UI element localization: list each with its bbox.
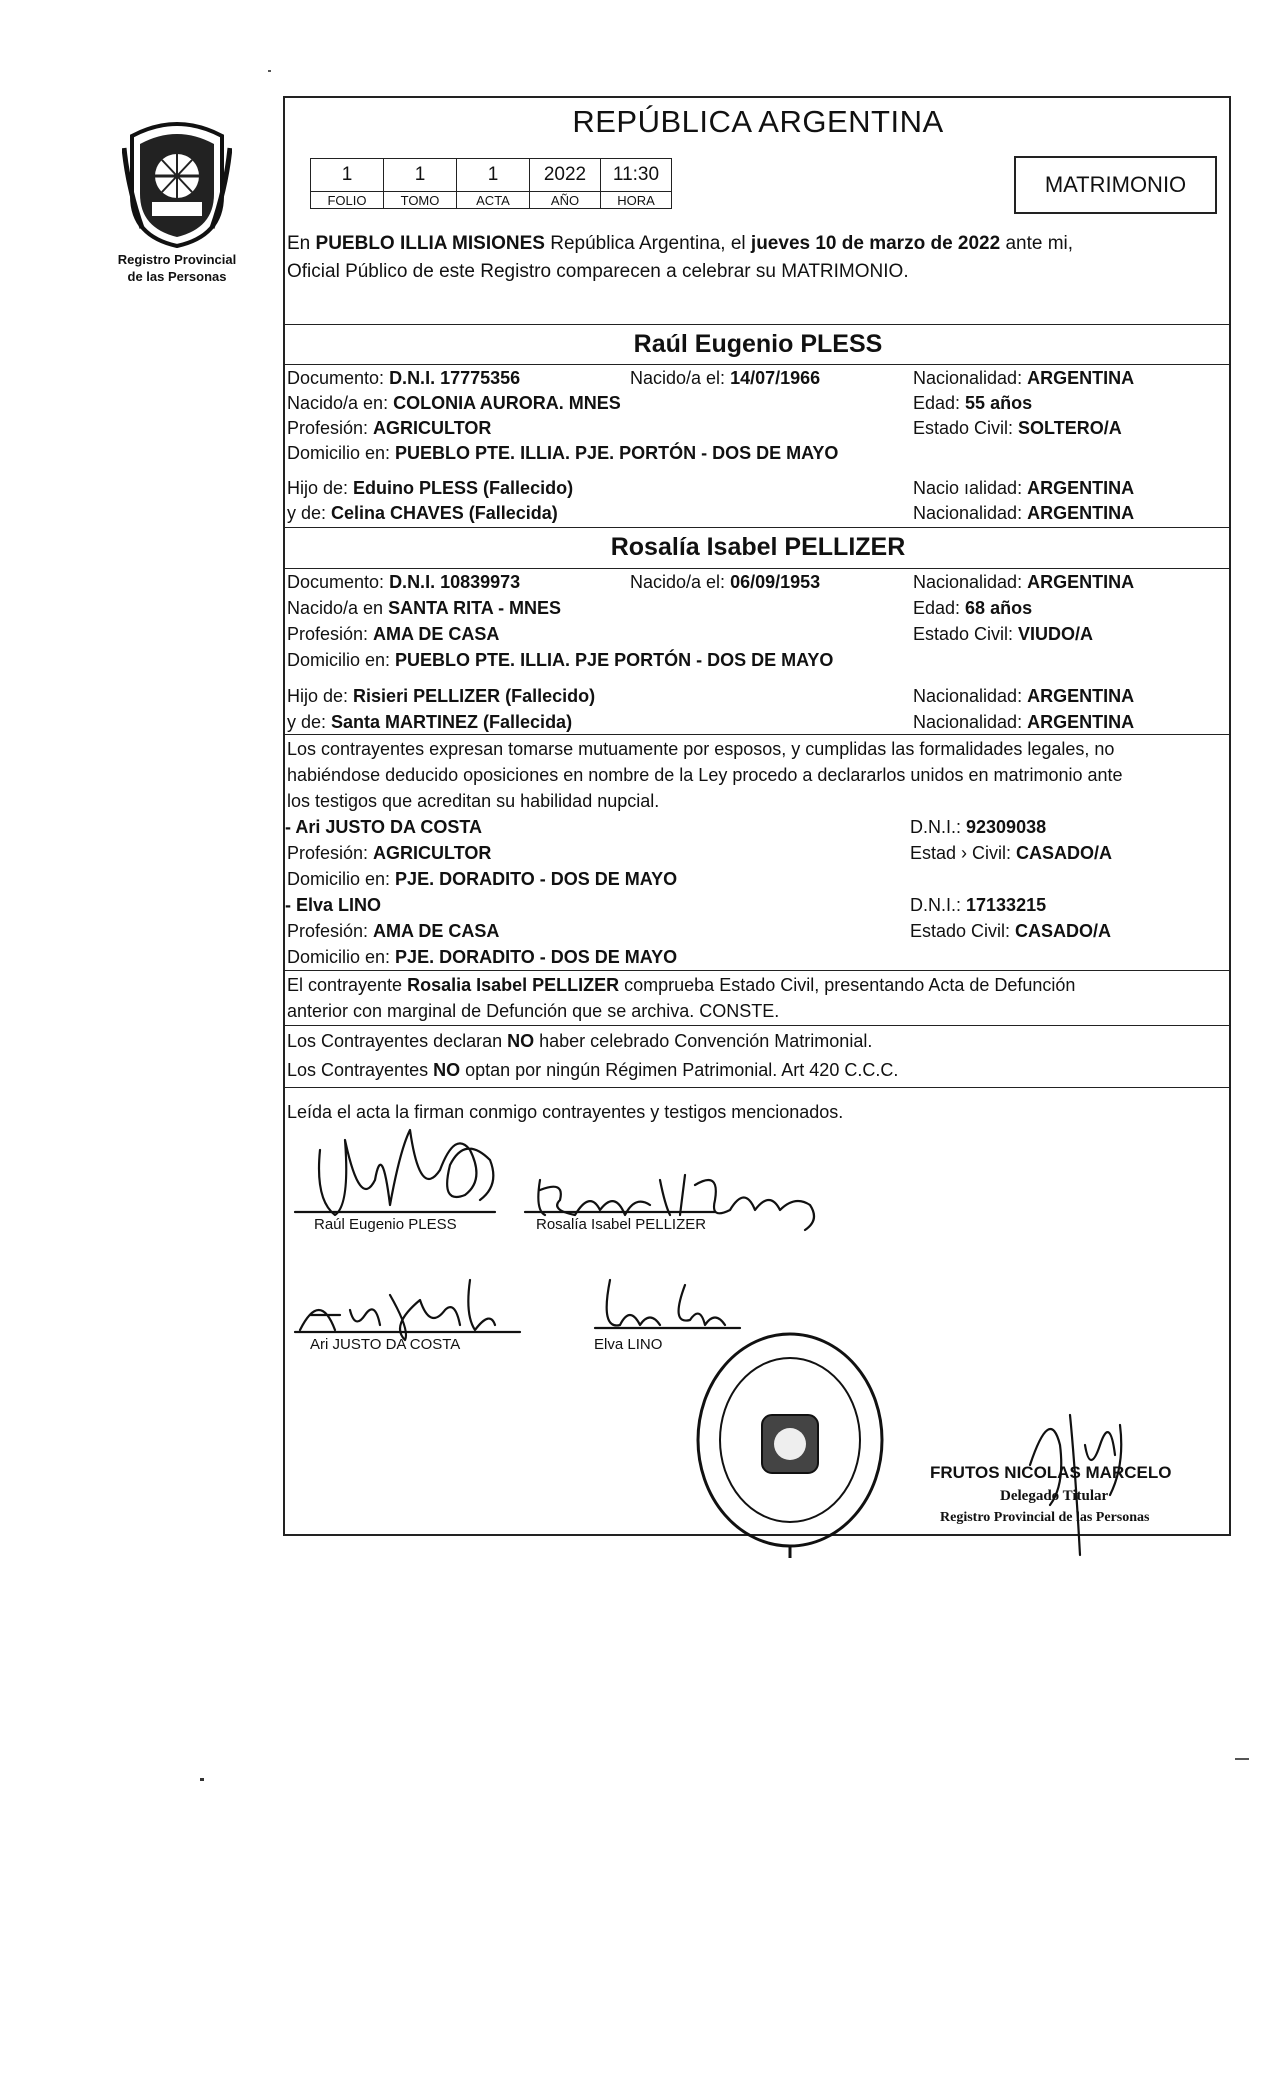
party2-mother-nationality: [913, 710, 1134, 734]
province-shield-icon: [122, 118, 232, 250]
field-value: AGRICULTOR: [373, 418, 492, 438]
field-label: D.N.I.:: [910, 817, 967, 837]
field-value: CASADO/A: [1016, 843, 1113, 863]
field-value: 17133215: [966, 895, 1047, 915]
party2-name: Rosalía Isabel PELLIZER: [610, 533, 906, 561]
closing-statement: Leída el acta la firman conmigo contrayentes y testigos mencionados.: [287, 1102, 844, 1122]
party1-father: [287, 476, 573, 500]
acta-value: 1: [457, 159, 530, 192]
field-label: Nacio ıalidad:: [913, 478, 1028, 498]
scan-mark: [200, 1778, 204, 1781]
record-type-box: MATRIMONIO: [1014, 156, 1217, 214]
witness1-name: - Ari JUSTO DA COSTA: [285, 817, 483, 837]
witness2-profession: [287, 919, 499, 943]
divider: [283, 734, 1231, 735]
field-label: Nacionalidad:: [913, 686, 1028, 706]
folio-label: FOLIO: [311, 192, 384, 209]
field-value: ARGENTINA: [1027, 572, 1135, 592]
field-value: VIUDO/A: [1018, 624, 1094, 644]
party1-mother-nationality: [913, 501, 1134, 525]
officer-name: FRUTOS NICOLAS MARCELO: [930, 1463, 1172, 1482]
intro-line-2: Oficial Público de este Registro comparecen a celebrar su MATRIMONIO.: [287, 261, 909, 282]
registry-stamp-icon: [690, 1330, 890, 1560]
field-value: ARGENTINA: [1027, 686, 1135, 706]
field-label: Profesión:: [287, 624, 374, 644]
witness1-profession: [287, 841, 491, 865]
field-label: Estado Civil:: [910, 921, 1016, 941]
hour-label: HORA: [601, 192, 672, 209]
party1-document: [287, 366, 520, 390]
divider: [283, 527, 1231, 528]
witness1-signature-label: Ari JUSTO DA COSTA: [310, 1336, 461, 1353]
field-label: Estado Civil:: [913, 418, 1019, 438]
civil-proof-line-1: [287, 973, 1227, 997]
text: Los Contrayentes: [287, 1060, 434, 1080]
intro-text: En: [287, 233, 316, 254]
field-label: Nacionalidad:: [913, 368, 1028, 388]
text-bold: NO: [433, 1060, 461, 1080]
divider: [283, 364, 1231, 365]
field-value: PUEBLO PTE. ILLIA. PJE PORTÓN - DOS DE MAYO: [395, 650, 834, 670]
field-value: ARGENTINA: [1027, 503, 1135, 523]
party1-father-nationality: [913, 476, 1134, 500]
field-label: D.N.I.:: [910, 895, 967, 915]
field-value: PJE. DORADITO - DOS DE MAYO: [395, 947, 678, 967]
field-value: AMA DE CASA: [373, 624, 500, 644]
field-label: Estado Civil:: [913, 624, 1019, 644]
party1-nationality: [913, 366, 1134, 390]
field-value: Risieri PELLIZER (Fallecido): [353, 686, 596, 706]
field-value: SOLTERO/A: [1018, 418, 1122, 438]
declaration-line-3: los testigos que acreditan su habilidad nupcial.: [287, 791, 660, 811]
party2-birthplace: [287, 596, 561, 620]
field-value: 55 años: [965, 393, 1033, 413]
scan-mark: [268, 70, 271, 72]
divider: [283, 568, 1231, 569]
folio-value: 1: [311, 159, 384, 192]
text-bold: Rosalia Isabel PELLIZER: [407, 975, 620, 995]
field-label: Profesión:: [287, 418, 374, 438]
year-value: 2022: [530, 159, 601, 192]
intro-line-1: [287, 232, 1073, 256]
scan-mark: [1235, 1758, 1249, 1760]
field-label: Nacido/a el:: [630, 368, 731, 388]
party2-birthdate: [630, 570, 820, 594]
witness2-dni: [910, 893, 1046, 917]
civil-proof-line-2: anterior con marginal de Defunción que se archiva. CONSTE.: [287, 1001, 780, 1021]
party2-father-nationality: [913, 684, 1134, 708]
field-label: Nacido/a el:: [630, 572, 731, 592]
field-label: Domicilio en:: [287, 869, 396, 889]
field-label: Profesión:: [287, 843, 374, 863]
field-label: Nacionalidad:: [913, 503, 1028, 523]
text: El contrayente: [287, 975, 408, 995]
field-value: ARGENTINA: [1027, 368, 1135, 388]
party2-profession: [287, 622, 499, 646]
intro-text: ante mi,: [1000, 233, 1074, 254]
text-bold: NO: [507, 1031, 535, 1051]
field-label: Documento:: [287, 368, 390, 388]
field-value: Eduino PLESS (Fallecido): [353, 478, 574, 498]
witness1-civil-status: [910, 841, 1112, 865]
year-label: AÑO: [530, 192, 601, 209]
witness2-address: [287, 945, 677, 969]
declaration-line-2: habiéndose deducido oposiciones en nombre de la Ley procedo a declararlos unidos en matrimonio ante: [287, 765, 1123, 785]
field-value: D.N.I. 10839973: [389, 572, 521, 592]
party1-mother: [287, 501, 558, 525]
field-label: Nacionalidad:: [913, 712, 1028, 732]
regime-line: [287, 1058, 898, 1082]
field-value: COLONIA AURORA. MNES: [393, 393, 621, 413]
witness1-address: [287, 867, 677, 891]
field-value: PUEBLO PTE. ILLIA. PJE. PORTÓN - DOS DE MAYO: [395, 443, 839, 463]
field-value: ARGENTINA: [1027, 712, 1135, 732]
text: optan por ningún Régimen Patrimonial. Art 420 C.C.C.: [460, 1060, 899, 1080]
witness2-name: - Elva LINO: [285, 895, 382, 915]
divider: [283, 1025, 1231, 1026]
text: Los Contrayentes declaran: [287, 1031, 508, 1051]
field-value: AGRICULTOR: [373, 843, 492, 863]
field-label: Edad:: [913, 598, 966, 618]
logo-caption-line-2: de las Personas: [127, 269, 227, 284]
party1-birthdate: [630, 366, 820, 390]
logo-caption-line-1: Registro Provincial: [117, 252, 237, 267]
divider: [283, 1087, 1231, 1088]
field-label: Estad › Civil:: [910, 843, 1017, 863]
field-value: CASADO/A: [1015, 921, 1112, 941]
page-title: REPÚBLICA ARGENTINA: [572, 104, 944, 139]
tomo-label: TOMO: [384, 192, 457, 209]
field-label: Nacionalidad:: [913, 572, 1028, 592]
field-value: 68 años: [965, 598, 1033, 618]
field-value: 92309038: [966, 817, 1047, 837]
record-header-table: [310, 158, 672, 209]
field-value: Santa MARTINEZ (Fallecida): [331, 712, 573, 732]
field-value: Celina CHAVES (Fallecida): [331, 503, 558, 523]
tomo-value: 1: [384, 159, 457, 192]
field-label: Hijo de:: [287, 478, 354, 498]
officer-role: Delegado Titular: [1000, 1488, 1109, 1504]
bride-signature-label: Rosalía Isabel PELLIZER: [536, 1216, 707, 1233]
field-value: 14/07/1966: [730, 368, 821, 388]
field-value: D.N.I. 17775356: [389, 368, 521, 388]
field-value: 06/09/1953: [730, 572, 821, 592]
divider: [283, 970, 1231, 971]
convention-line: [287, 1029, 872, 1053]
intro-text: República Argentina, el: [544, 233, 751, 254]
party2-age: [913, 596, 1032, 620]
field-label: Documento:: [287, 572, 390, 592]
field-label: Nacido/a en: [287, 598, 389, 618]
field-value: ARGENTINA: [1027, 478, 1135, 498]
field-label: Domicilio en:: [287, 443, 396, 463]
field-label: Hijo de:: [287, 686, 354, 706]
party1-profession: [287, 416, 491, 440]
party2-nationality: [913, 570, 1134, 594]
text: comprueba Estado Civil, presentando Acta de Defunción: [619, 975, 1076, 995]
divider: [283, 324, 1231, 325]
witness2-signature-label: Elva LINO: [594, 1336, 663, 1353]
field-label: Domicilio en:: [287, 650, 396, 670]
declaration-line-1: Los contrayentes expresan tomarse mutuamente por esposos, y cumplidas las formalidades legales, no: [287, 739, 1115, 759]
hour-value: 11:30: [601, 159, 672, 192]
field-label: y de:: [287, 712, 332, 732]
witness2-civil-status: [910, 919, 1111, 943]
intro-place: PUEBLO ILLIA MISIONES: [315, 233, 545, 254]
field-value: PJE. DORADITO - DOS DE MAYO: [395, 869, 678, 889]
intro-date: jueves 10 de marzo de 2022: [750, 233, 1001, 254]
groom-signature-label: Raúl Eugenio PLESS: [314, 1216, 457, 1233]
party2-document: [287, 570, 520, 594]
acta-label: ACTA: [457, 192, 530, 209]
field-label: Edad:: [913, 393, 966, 413]
party2-father: [287, 684, 595, 708]
field-value: AMA DE CASA: [373, 921, 500, 941]
party1-civil-status: [913, 416, 1122, 440]
party2-civil-status: [913, 622, 1093, 646]
field-label: Profesión:: [287, 921, 374, 941]
registry-logo: [112, 118, 242, 284]
witness1-dni: [910, 815, 1046, 839]
field-label: y de:: [287, 503, 332, 523]
party1-address: [287, 441, 838, 465]
field-value: SANTA RITA - MNES: [388, 598, 562, 618]
party1-age: [913, 391, 1032, 415]
text: haber celebrado Convención Matrimonial.: [534, 1031, 873, 1051]
party2-mother: [287, 710, 572, 734]
party2-address: [287, 648, 833, 672]
party1-name: Raúl Eugenio PLESS: [633, 330, 883, 358]
field-label: Domicilio en:: [287, 947, 396, 967]
party1-birthplace: [287, 391, 621, 415]
officer-organization: Registro Provincial de las Personas: [940, 1510, 1150, 1525]
field-label: Nacido/a en:: [287, 393, 394, 413]
